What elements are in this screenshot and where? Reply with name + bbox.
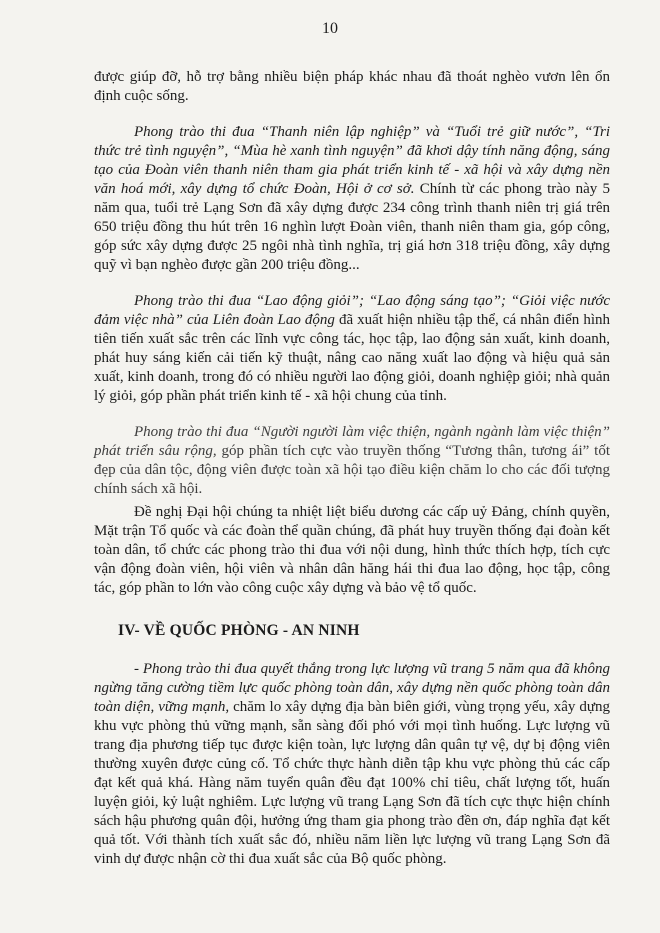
paragraph-defense [94, 660, 610, 869]
paragraph-congress-commendation: Đề nghị Đại hội chúng ta nhiệt liệt biểu dương các cấp uỷ Đảng, chính quyền, Mặt trận Tổ quốc và các đoàn thể quần chúng, đã phát huy truyền thống đại đoàn kết toàn dân, tổ chức các phong trào thi đua với nội dung, hình thức thích hợp, tích cực vận động đoàn viên, hội viên và nhân dân hăng hái thi đua lao động, học tập, công tác, góp phần to lớn vào công cuộc xây dựng và bảo vệ tổ quốc. [94, 504, 610, 596]
emphasis-text: - Phong trào thi đua quyết thắng trong lực lượng vũ trang 5 năm qua đã không ngừng tăng cường tiềm lực quốc phòng toàn dân, xây dựng nền quốc phòng toàn dân toàn diện, vững mạnh, [94, 661, 610, 715]
paragraph-labor-movement [94, 292, 610, 406]
page-number: 10 [322, 20, 338, 37]
body-text: góp phần tích cực vào truyền thống “Tương thân, tương ái” tốt đẹp của dân tộc, động viên được toàn xã hội tạo điều kiện chăm lo cho các đối tượng chính sách xã hội. [94, 443, 610, 497]
document-body [94, 68, 610, 886]
emphasis-text: Phong trào thi đua “Người người làm việc thiện, ngành ngành làm việc thiện” phát triển sâu rộng, [94, 424, 610, 459]
section-heading-defense: IV- VỀ QUỐC PHÒNG - AN NINH [118, 622, 360, 639]
paragraph-continuation: được giúp đỡ, hỗ trợ bằng nhiều biện pháp khác nhau đã thoát nghèo vươn lên ổn định cuộc sống. [94, 69, 610, 104]
paragraph-youth-movement [94, 123, 610, 275]
paragraph-charity-movement [94, 423, 610, 499]
emphasis-text: Phong trào thi đua “Lao động giỏi”; “Lao động sáng tạo”; “Giỏi việc nước đảm việc nhà” của Liên đoàn Lao động [94, 293, 610, 328]
body-text: Chính từ các phong trào này 5 năm qua, tuổi trẻ Lạng Sơn đã xây dựng được 234 công trình thanh niên trị giá trên 650 triệu đồng thu hút trên 16 nghìn lượt Đoàn viên, thanh niên tham gia, góp công, góp sức xây dựng được 25 ngôi nhà tình nghĩa, trị giá hơn 318 triệu đồng, xây dựng quỹ vì bạn nghèo được gần 200 triệu đồng... [94, 181, 611, 273]
body-text: đã xuất hiện nhiều tập thể, cá nhân điển hình tiên tiến xuất sắc trên các lĩnh vực công tác, học tập, lao động sản xuất, kinh doanh, phát huy sáng kiến cải tiến kỹ thuật, nâng cao năng xuất lao động và hiệu quả sản xuất, kinh doanh, trong đó có nhiều người lao động giỏi, doanh nghiệp giỏi; nhà quản lý giỏi, góp phần phát triển kinh tế - xã hội chung của tỉnh. [94, 312, 611, 404]
body-text: chăm lo xây dựng địa bàn biên giới, vùng trọng yếu, xây dựng khu vực phòng thủ vững mạnh, sẵn sàng đối phó với mọi tình huống. Lực lượng vũ trang địa phương tiếp tục được kiện toàn, lực lượng dân quân tự vệ, dự bị động viên thường xuyên được củng cố. Tổ chức thực hành diễn tập khu vực phòng thủ các cấp đạt kết quả khá. Hàng năm tuyển quân đều đạt 100% chỉ tiêu, chất lượng tốt, huấn luyện giỏi, kỷ luật nghiêm. Lực lượng vũ trang Lạng Sơn đã tích cực thực hiện chính sách hậu phương quân đội, hưởng ứng tham gia phong trào đền ơn, đáp nghĩa đạt kết quả tốt. Với thành tích xuất sắc đó, nhiều năm liền lực lượng vũ trang Lạng Sơn đã vinh dự được nhận cờ thi đua xuất sắc của Bộ quốc phòng. [94, 699, 610, 867]
emphasis-text: Phong trào thi đua “Thanh niên lập nghiệp” và “Tuổi trẻ giữ nước”, “Tri thức trẻ tình nguyện”, “Mùa hè xanh tình nguyện” đã khơi dậy tính năng động, sáng tạo của Đoàn viên thanh niên tham gia phát triển kinh tế - xã hội và xây dựng nền văn hoá mới, xây dựng tổ chức Đoàn, Hội ở cơ sở. [94, 124, 610, 197]
